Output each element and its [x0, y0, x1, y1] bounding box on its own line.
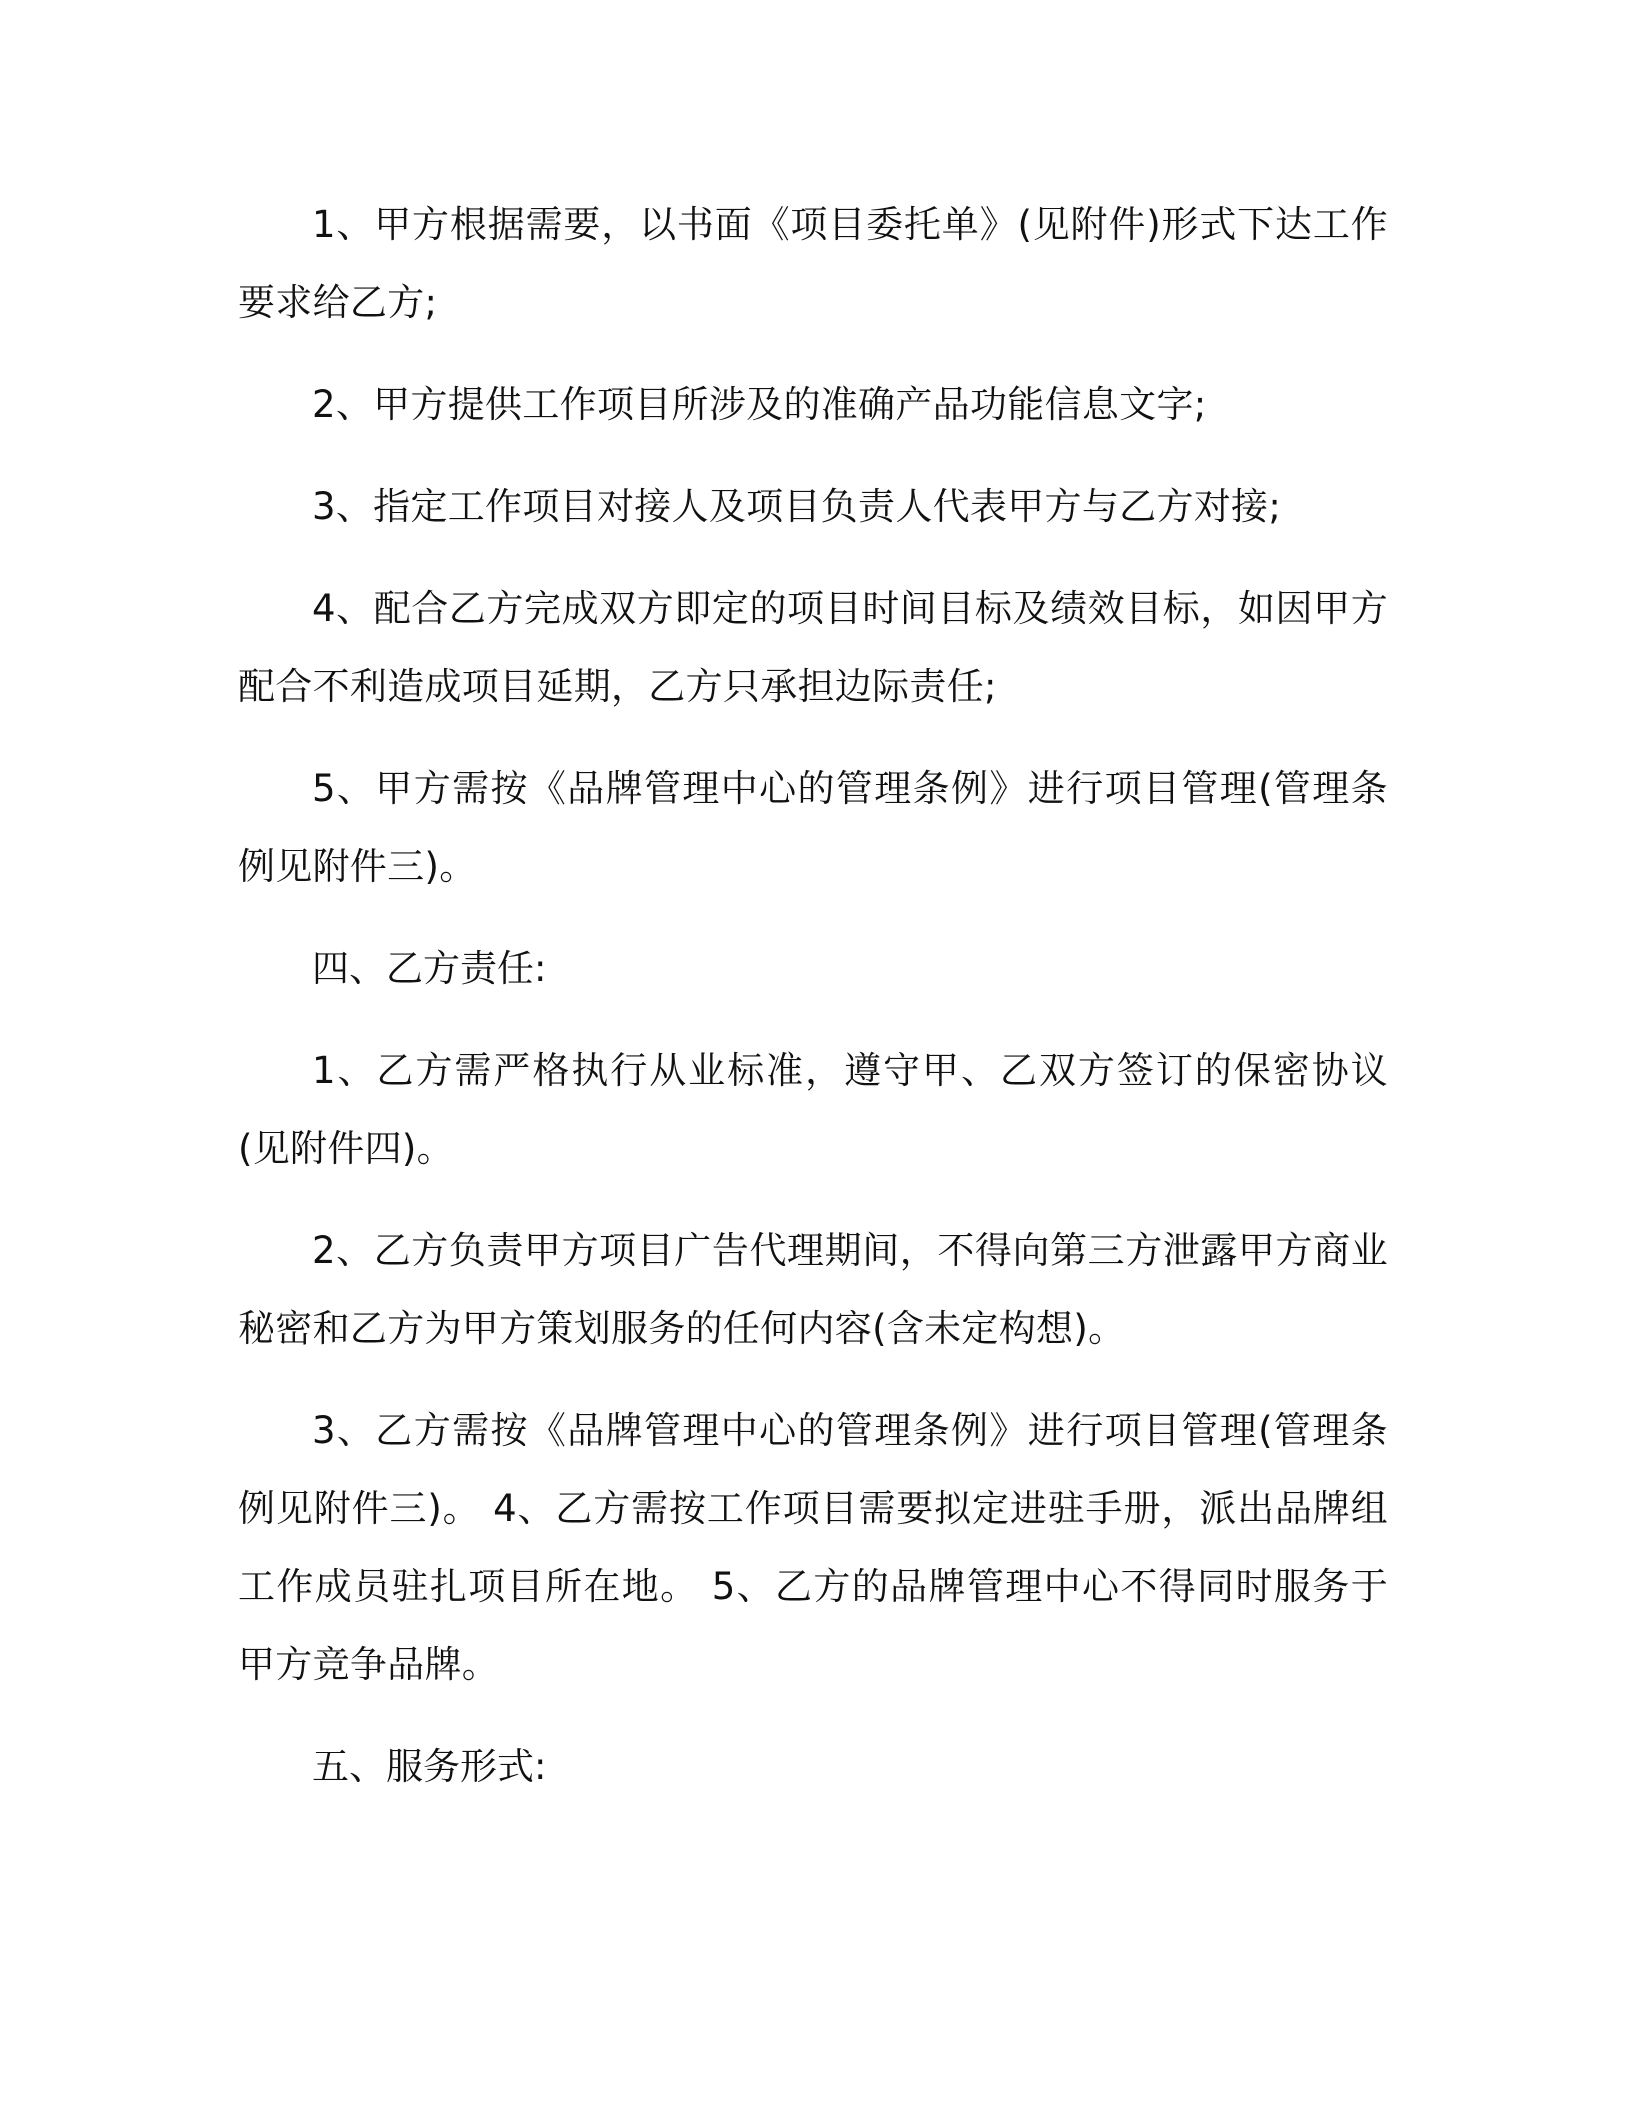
clause-party-b-1: 1、乙方需严格执行从业标准，遵守甲、乙双方签订的保密协议(见附件四)。	[238, 1049, 1388, 1170]
clause-party-a-2: 2、甲方提供工作项目所涉及的准确产品功能信息文字;	[312, 383, 1207, 426]
clause-party-a-1: 1、甲方根据需要，以书面《项目委托单》(见附件)形式下达工作要求给乙方;	[238, 203, 1388, 324]
section-heading-party-b: 四、乙方责任:	[312, 947, 547, 990]
clause-party-a-5: 5、甲方需按《品牌管理中心的管理条例》进行项目管理(管理条例见附件三)。	[238, 767, 1388, 888]
clause-party-b-2: 2、乙方负责甲方项目广告代理期间，不得向第三方泄露甲方商业秘密和乙方为甲方策划服务的任何内容(含未定构想)。	[238, 1229, 1388, 1350]
clause-party-b-3: 3、乙方需按《品牌管理中心的管理条例》进行项目管理(管理条例见附件三)。 4、乙方需按工作项目需要拟定进驻手册，派出品牌组工作成员驻扎项目所在地。 5、乙方的品牌管理中心不得同时服务于甲方竞争品牌。	[238, 1409, 1388, 1686]
document-page	[238, 186, 1388, 1830]
section-heading-service-form: 五、服务形式:	[312, 1745, 547, 1788]
clause-party-a-4: 4、配合乙方完成双方即定的项目时间目标及绩效目标，如因甲方配合不利造成项目延期，乙方只承担边际责任;	[238, 587, 1388, 708]
clause-party-a-3: 3、指定工作项目对接人及项目负责人代表甲方与乙方对接;	[312, 485, 1282, 528]
